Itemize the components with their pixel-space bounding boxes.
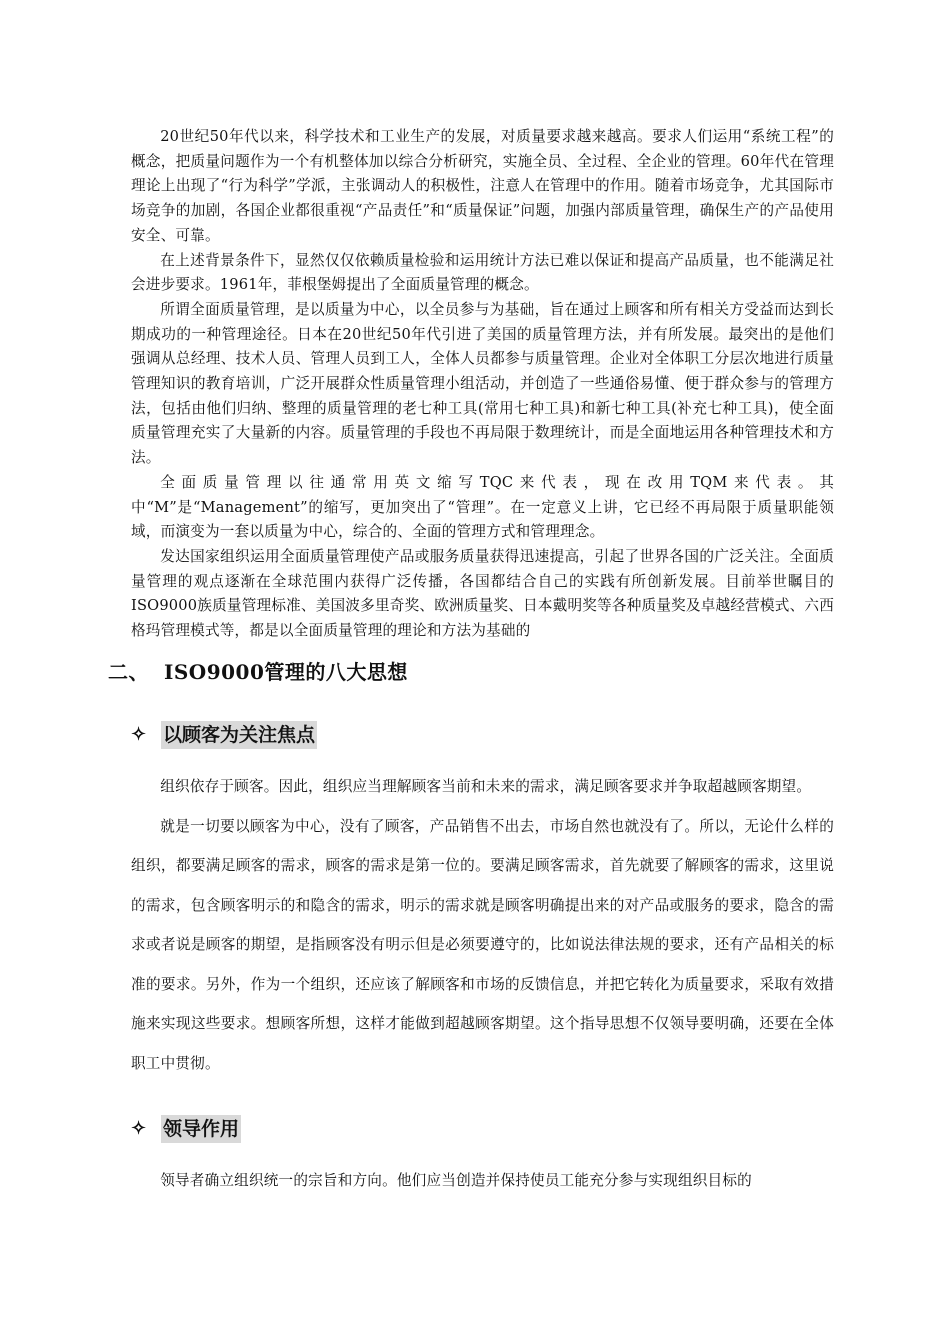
paragraph-global-adoption: 发达国家组织运用全面质量管理使产品或服务质量获得迅速提高，引起了世界各国的广泛关注。全面质量管理的观点逐渐在全球范围内获得广泛传播，各国都结合自己的实践有所创新发展。目前举世瞩目的ISO9000族质量管理标准、美国波多里奇奖、欧洲质量奖、日本戴明奖等各种质量奖及卓越经营模式、六西格玛管理模式等，都是以全面质量管理的理论和方法为基础的 [131,547,834,640]
customer-focus-body [131,767,834,1083]
paragraph-background: 在上述背景条件下，显然仅仅依赖质量检验和运用统计方法已难以保证和提高产品质量，也不能满足社会进步要求。1961年，菲根堡姆提出了全面质量管理的概念。 [131,251,834,294]
subsection-title: 领导作用 [161,1115,241,1143]
section-number: 二、 [108,660,149,684]
diamond-bullet-icon: ✧ [131,1118,147,1139]
section-heading [108,656,408,688]
paragraph-tqm-definition: 所谓全面质量管理，是以质量为中心，以全员参与为基础，旨在通过上顾客和所有相关方受益而达到长期成功的一种管理途径。日本在20世纪50年代引进了美国的质量管理方法，并有所发展。最突出的是他们强调从总经理、技术人员、管理人员到工人，全体人员都参与质量管理。企业对全体职工分层次地进行质量管理知识的教育培训，广泛开展群众性质量管理小组活动，并创造了一些通俗易懂、便于群众参与的管理方法，包括由他们归纳、整理的质量管理的老七种工具(常用七种工具)和新七种工具(补充七种工具)，使全面质量管理充实了大量新的内容。质量管理的手段也不再局限于数理统计，而是全面地运用各种管理技术和方法。 [131,300,834,467]
section-title: ISO9000管理的八大思想 [164,660,408,684]
subsection-title: 以顾客为关注焦点 [161,721,317,749]
paragraph-quality-history: 20世纪50年代以来，科学技术和工业生产的发展，对质量要求越来越高。要求人们运用“系统工程”的概念，把质量问题作为一个有机整体加以综合分析研究，实施全员、全过程、全企业的管理。60年代在管理理论上出现了“行为科学”学派，主张调动人的积极性，注意人在管理中的作用。随着市场竞争，尤其国际市场竞争的加剧，各国企业都很重视“产品责任”和“质量保证”问题，加强内部质量管理，确保生产的产品使用安全、可靠。 [131,128,834,244]
intro-section [131,125,834,644]
paragraph-tqc-tqm: 全面质量管理以往通常用英文缩写TQC来代表，现在改用TQM来代表。其中“M”是“Management”的缩写，更加突出了“管理”。在一定意义上讲，它已经不再局限于质量职能领域，而演变为一套以质量为中心，综合的、全面的管理方式和管理理念。 [131,473,834,541]
paragraph-customer-centered: 就是一切要以顾客为中心，没有了顾客，产品销售不出去，市场自然也就没有了。所以，无论什么样的组织，都要满足顾客的需求，顾客的需求是第一位的。要满足顾客需求，首先就要了解顾客的需求，这里说的需求，包含顾客明示的和隐含的需求，明示的需求就是顾客明确提出来的对产品或服务的要求，隐含的需求或者说是顾客的期望，是指顾客没有明示但是必须要遵守的，比如说法律法规的要求，还有产品相关的标准的要求。另外，作为一个组织，还应该了解顾客和市场的反馈信息，并把它转化为质量要求，采取有效措施来实现这些要求。想顾客所想，这样才能做到超越顾客期望。这个指导思想不仅领导要明确，还要在全体职工中贯彻。 [131,817,834,1072]
diamond-bullet-icon: ✧ [131,724,147,745]
leadership-body [131,1161,834,1201]
subsection-heading-leadership [131,1115,241,1143]
paragraph-customer-dependence: 组织依存于顾客。因此，组织应当理解顾客当前和未来的需求，满足顾客要求并争取超越顾客期望。 [160,778,812,795]
subsection-heading-customer-focus [131,721,317,749]
paragraph-leadership: 领导者确立组织统一的宗旨和方向。他们应当创造并保持使员工能充分参与实现组织目标的 [160,1172,752,1189]
